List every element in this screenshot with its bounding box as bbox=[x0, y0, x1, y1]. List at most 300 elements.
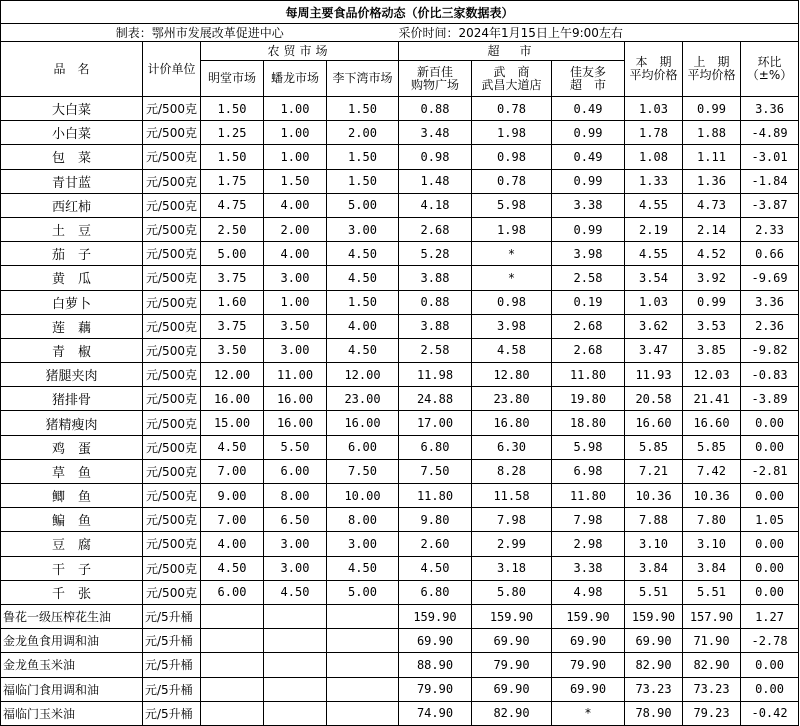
price-cell: 6.80 bbox=[399, 435, 472, 459]
price-cell: 3.00 bbox=[327, 217, 399, 241]
price-cell: 2.60 bbox=[399, 532, 472, 556]
table-row bbox=[1, 387, 799, 411]
price-cell: 2.14 bbox=[683, 217, 741, 241]
item-name: 大白菜 bbox=[1, 97, 143, 121]
price-cell: 2.68 bbox=[552, 338, 625, 362]
table-row bbox=[1, 121, 799, 145]
price-cell: 2.58 bbox=[552, 266, 625, 290]
price-cell bbox=[264, 629, 327, 653]
item-unit: 元/500克 bbox=[143, 338, 201, 362]
price-cell: 3.48 bbox=[399, 121, 472, 145]
price-cell: 1.98 bbox=[472, 121, 552, 145]
price-cell: -4.89 bbox=[741, 121, 799, 145]
price-cell: 3.88 bbox=[399, 314, 472, 338]
table-row bbox=[1, 484, 799, 508]
price-cell: 5.98 bbox=[552, 435, 625, 459]
item-unit: 元/5升桶 bbox=[143, 701, 201, 725]
table-row bbox=[1, 411, 799, 435]
price-cell: 2.50 bbox=[201, 217, 264, 241]
price-cell: 7.98 bbox=[552, 508, 625, 532]
price-cell: -9.69 bbox=[741, 266, 799, 290]
table-row bbox=[1, 314, 799, 338]
header-market-mingtang: 明堂市场 bbox=[201, 61, 264, 97]
price-cell: 0.00 bbox=[741, 435, 799, 459]
price-cell: 11.93 bbox=[625, 363, 683, 387]
table-row bbox=[1, 508, 799, 532]
item-name: 福临门食用调和油 bbox=[1, 677, 143, 701]
price-cell: 4.18 bbox=[399, 193, 472, 217]
item-name: 猪精瘦肉 bbox=[1, 411, 143, 435]
price-cell: 4.50 bbox=[327, 556, 399, 580]
price-cell: 4.75 bbox=[201, 193, 264, 217]
price-cell: 12.00 bbox=[201, 363, 264, 387]
price-cell: -0.83 bbox=[741, 363, 799, 387]
price-cell: 9.00 bbox=[201, 484, 264, 508]
price-cell: 4.50 bbox=[327, 266, 399, 290]
price-cell: 71.90 bbox=[683, 629, 741, 653]
item-unit: 元/500克 bbox=[143, 484, 201, 508]
table-row bbox=[1, 459, 799, 483]
table-row bbox=[1, 266, 799, 290]
item-unit: 元/500克 bbox=[143, 266, 201, 290]
price-cell: 69.90 bbox=[399, 629, 472, 653]
price-cell: 17.00 bbox=[399, 411, 472, 435]
table-row bbox=[1, 532, 799, 556]
item-unit: 元/500克 bbox=[143, 580, 201, 604]
price-cell: 69.90 bbox=[472, 629, 552, 653]
table-row bbox=[1, 217, 799, 241]
price-cell: 8.00 bbox=[264, 484, 327, 508]
price-cell: 4.00 bbox=[264, 193, 327, 217]
price-cell: 1.50 bbox=[201, 145, 264, 169]
header-market-group: 农贸市场 bbox=[201, 42, 399, 61]
table-row bbox=[1, 629, 799, 653]
price-cell: 7.50 bbox=[399, 459, 472, 483]
price-cell: 88.90 bbox=[399, 653, 472, 677]
item-unit: 元/500克 bbox=[143, 459, 201, 483]
price-cell bbox=[264, 701, 327, 725]
price-cell: 79.90 bbox=[399, 677, 472, 701]
item-name: 鲁花一级压榨花生油 bbox=[1, 604, 143, 628]
price-cell: 1.00 bbox=[264, 290, 327, 314]
price-cell: 7.00 bbox=[201, 459, 264, 483]
price-cell: 1.00 bbox=[264, 145, 327, 169]
price-cell: 82.90 bbox=[683, 653, 741, 677]
price-cell: 0.00 bbox=[741, 653, 799, 677]
price-cell: 3.36 bbox=[741, 290, 799, 314]
price-cell: 7.98 bbox=[472, 508, 552, 532]
price-cell: 1.60 bbox=[201, 290, 264, 314]
price-cell: 20.58 bbox=[625, 387, 683, 411]
price-cell: 6.80 bbox=[399, 580, 472, 604]
price-cell: 0.00 bbox=[741, 411, 799, 435]
price-cell: 6.50 bbox=[264, 508, 327, 532]
table-row bbox=[1, 242, 799, 266]
table-row bbox=[1, 604, 799, 628]
price-cell: 3.38 bbox=[552, 556, 625, 580]
price-cell: -3.87 bbox=[741, 193, 799, 217]
price-cell: 3.10 bbox=[625, 532, 683, 556]
item-name: 猪腿夹肉 bbox=[1, 363, 143, 387]
item-name: 豆 腐 bbox=[1, 532, 143, 556]
price-cell: 1.48 bbox=[399, 169, 472, 193]
header-previous-avg: 上 期 平均价格 bbox=[683, 42, 741, 97]
price-cell: 69.90 bbox=[472, 677, 552, 701]
item-unit: 元/500克 bbox=[143, 435, 201, 459]
item-unit: 元/500克 bbox=[143, 193, 201, 217]
price-cell: 6.30 bbox=[472, 435, 552, 459]
price-cell bbox=[327, 701, 399, 725]
price-cell: 2.00 bbox=[327, 121, 399, 145]
price-cell: 11.80 bbox=[552, 363, 625, 387]
price-cell: 1.00 bbox=[264, 121, 327, 145]
price-cell: 3.84 bbox=[625, 556, 683, 580]
price-cell: 8.28 bbox=[472, 459, 552, 483]
price-cell bbox=[327, 677, 399, 701]
item-unit: 元/500克 bbox=[143, 121, 201, 145]
price-cell: 7.88 bbox=[625, 508, 683, 532]
price-cell: 5.51 bbox=[683, 580, 741, 604]
item-name: 福临门玉米油 bbox=[1, 701, 143, 725]
price-cell: 10.36 bbox=[683, 484, 741, 508]
price-cell: 69.90 bbox=[552, 629, 625, 653]
item-unit: 元/500克 bbox=[143, 508, 201, 532]
price-cell: 24.88 bbox=[399, 387, 472, 411]
table-row bbox=[1, 580, 799, 604]
price-cell: 2.68 bbox=[399, 217, 472, 241]
price-cell: 5.85 bbox=[625, 435, 683, 459]
price-cell: 7.50 bbox=[327, 459, 399, 483]
price-cell: 3.00 bbox=[264, 556, 327, 580]
item-name: 小白菜 bbox=[1, 121, 143, 145]
price-cell: 73.23 bbox=[625, 677, 683, 701]
item-name: 草 鱼 bbox=[1, 459, 143, 483]
price-cell: 74.90 bbox=[399, 701, 472, 725]
price-cell: 4.52 bbox=[683, 242, 741, 266]
price-cell: 4.00 bbox=[264, 242, 327, 266]
price-cell: 6.00 bbox=[201, 580, 264, 604]
price-cell: 3.85 bbox=[683, 338, 741, 362]
price-cell: 1.78 bbox=[625, 121, 683, 145]
price-cell: 3.18 bbox=[472, 556, 552, 580]
price-cell: 2.99 bbox=[472, 532, 552, 556]
price-cell: 16.00 bbox=[264, 387, 327, 411]
price-cell: 3.62 bbox=[625, 314, 683, 338]
price-cell: 3.53 bbox=[683, 314, 741, 338]
table-row bbox=[1, 193, 799, 217]
price-cell: 16.00 bbox=[327, 411, 399, 435]
table-row bbox=[1, 363, 799, 387]
price-cell: 12.80 bbox=[472, 363, 552, 387]
price-cell: -1.84 bbox=[741, 169, 799, 193]
header-super-group: 超 市 bbox=[399, 42, 625, 61]
price-cell: 4.73 bbox=[683, 193, 741, 217]
price-cell: 157.90 bbox=[683, 604, 741, 628]
price-cell: 11.58 bbox=[472, 484, 552, 508]
table-row bbox=[1, 145, 799, 169]
item-name: 金龙鱼食用调和油 bbox=[1, 629, 143, 653]
price-cell: 7.80 bbox=[683, 508, 741, 532]
price-cell: 3.00 bbox=[264, 532, 327, 556]
price-cell bbox=[327, 629, 399, 653]
price-cell: 3.50 bbox=[264, 314, 327, 338]
price-cell: 6.00 bbox=[264, 459, 327, 483]
price-cell: 0.98 bbox=[472, 290, 552, 314]
price-cell: 3.84 bbox=[683, 556, 741, 580]
price-cell: 5.50 bbox=[264, 435, 327, 459]
price-cell: 79.90 bbox=[472, 653, 552, 677]
item-unit: 元/500克 bbox=[143, 532, 201, 556]
price-cell: 3.00 bbox=[327, 532, 399, 556]
price-cell: 3.98 bbox=[552, 242, 625, 266]
price-cell: -3.01 bbox=[741, 145, 799, 169]
price-cell: 159.90 bbox=[552, 604, 625, 628]
price-cell: 1.98 bbox=[472, 217, 552, 241]
table-row bbox=[1, 653, 799, 677]
price-cell: 0.99 bbox=[683, 97, 741, 121]
price-cell: 16.60 bbox=[683, 411, 741, 435]
price-cell bbox=[201, 604, 264, 628]
price-cell: 23.80 bbox=[472, 387, 552, 411]
header-market-panlong: 蟠龙市场 bbox=[264, 61, 327, 97]
price-cell: 6.98 bbox=[552, 459, 625, 483]
price-cell: * bbox=[472, 242, 552, 266]
price-cell: 82.90 bbox=[625, 653, 683, 677]
price-cell: 0.99 bbox=[552, 217, 625, 241]
price-cell: 79.90 bbox=[552, 653, 625, 677]
price-cell: 1.75 bbox=[201, 169, 264, 193]
item-name: 莲 藕 bbox=[1, 314, 143, 338]
price-cell: 159.90 bbox=[399, 604, 472, 628]
header-super-wushang: 武 商 武昌大道店 bbox=[472, 61, 552, 97]
price-cell: 6.00 bbox=[327, 435, 399, 459]
price-cell: 1.50 bbox=[327, 145, 399, 169]
price-cell: 16.80 bbox=[472, 411, 552, 435]
price-cell: 0.78 bbox=[472, 97, 552, 121]
price-cell bbox=[201, 653, 264, 677]
price-cell: 11.80 bbox=[552, 484, 625, 508]
price-cell: 1.50 bbox=[201, 97, 264, 121]
item-name: 白萝卜 bbox=[1, 290, 143, 314]
price-cell: -3.89 bbox=[741, 387, 799, 411]
price-cell: 7.21 bbox=[625, 459, 683, 483]
price-cell: 0.00 bbox=[741, 484, 799, 508]
price-cell: 1.50 bbox=[327, 97, 399, 121]
price-cell: 0.88 bbox=[399, 290, 472, 314]
price-cell: 5.00 bbox=[327, 580, 399, 604]
item-unit: 元/500克 bbox=[143, 387, 201, 411]
price-cell: * bbox=[472, 266, 552, 290]
price-cell: 2.68 bbox=[552, 314, 625, 338]
price-cell: 4.58 bbox=[472, 338, 552, 362]
item-name: 金龙鱼玉米油 bbox=[1, 653, 143, 677]
header-super-jiayouduo: 佳友多 超 市 bbox=[552, 61, 625, 97]
price-cell: 5.85 bbox=[683, 435, 741, 459]
price-cell: -9.82 bbox=[741, 338, 799, 362]
price-cell bbox=[327, 653, 399, 677]
price-cell: 1.50 bbox=[327, 290, 399, 314]
price-cell: 11.00 bbox=[264, 363, 327, 387]
table-row bbox=[1, 290, 799, 314]
item-name: 茄 子 bbox=[1, 242, 143, 266]
price-cell: -0.42 bbox=[741, 701, 799, 725]
price-cell: 12.00 bbox=[327, 363, 399, 387]
price-cell: 82.90 bbox=[472, 701, 552, 725]
item-name: 鳊 鱼 bbox=[1, 508, 143, 532]
price-cell: 4.50 bbox=[399, 556, 472, 580]
price-cell: 0.00 bbox=[741, 580, 799, 604]
item-unit: 元/5升桶 bbox=[143, 604, 201, 628]
table-row bbox=[1, 701, 799, 725]
price-cell: 4.50 bbox=[201, 556, 264, 580]
price-cell: 73.23 bbox=[683, 677, 741, 701]
price-cell: 8.00 bbox=[327, 508, 399, 532]
table-row bbox=[1, 677, 799, 701]
price-cell: 0.99 bbox=[552, 121, 625, 145]
price-cell bbox=[264, 653, 327, 677]
item-name: 千 张 bbox=[1, 580, 143, 604]
price-cell: 9.80 bbox=[399, 508, 472, 532]
price-cell: 16.00 bbox=[201, 387, 264, 411]
price-cell: -2.78 bbox=[741, 629, 799, 653]
price-cell: 1.03 bbox=[625, 97, 683, 121]
price-cell: 4.55 bbox=[625, 242, 683, 266]
price-cell: 16.60 bbox=[625, 411, 683, 435]
header-market-lixiawan: 李下湾市场 bbox=[327, 61, 399, 97]
collection-time: 采价时间：2024年1月15日上午9:00左右 bbox=[399, 24, 799, 42]
table-row bbox=[1, 338, 799, 362]
price-cell: 1.50 bbox=[327, 169, 399, 193]
price-cell: 69.90 bbox=[625, 629, 683, 653]
price-cell: 3.92 bbox=[683, 266, 741, 290]
price-cell: 0.78 bbox=[472, 169, 552, 193]
price-cell: 1.00 bbox=[264, 97, 327, 121]
price-cell bbox=[201, 629, 264, 653]
table-row bbox=[1, 97, 799, 121]
price-cell: 3.75 bbox=[201, 266, 264, 290]
item-unit: 元/500克 bbox=[143, 169, 201, 193]
price-cell: 159.90 bbox=[625, 604, 683, 628]
price-cell: 10.36 bbox=[625, 484, 683, 508]
price-cell: 11.98 bbox=[399, 363, 472, 387]
price-cell: 3.00 bbox=[264, 338, 327, 362]
price-cell: 4.50 bbox=[327, 338, 399, 362]
price-cell bbox=[201, 677, 264, 701]
price-cell: 3.36 bbox=[741, 97, 799, 121]
price-cell: 3.54 bbox=[625, 266, 683, 290]
price-cell: 19.80 bbox=[552, 387, 625, 411]
item-unit: 元/500克 bbox=[143, 314, 201, 338]
header-item: 品 名 bbox=[1, 42, 143, 97]
price-cell bbox=[201, 701, 264, 725]
price-cell: * bbox=[552, 701, 625, 725]
price-cell: 4.55 bbox=[625, 193, 683, 217]
price-cell: 4.50 bbox=[201, 435, 264, 459]
item-unit: 元/500克 bbox=[143, 242, 201, 266]
table-row bbox=[1, 169, 799, 193]
table-row bbox=[1, 556, 799, 580]
price-cell: 23.00 bbox=[327, 387, 399, 411]
item-name: 鲫 鱼 bbox=[1, 484, 143, 508]
price-cell: 2.19 bbox=[625, 217, 683, 241]
price-cell: 0.00 bbox=[741, 677, 799, 701]
price-cell: 4.50 bbox=[327, 242, 399, 266]
price-cell: 5.28 bbox=[399, 242, 472, 266]
table-title: 每周主要食品价格动态（价比三家数据表） bbox=[1, 1, 799, 24]
price-cell: 69.90 bbox=[552, 677, 625, 701]
price-cell: 5.51 bbox=[625, 580, 683, 604]
price-cell: 3.75 bbox=[201, 314, 264, 338]
item-name: 西红柿 bbox=[1, 193, 143, 217]
price-cell: 10.00 bbox=[327, 484, 399, 508]
price-cell: 1.08 bbox=[625, 145, 683, 169]
price-cell: 0.66 bbox=[741, 242, 799, 266]
price-cell: 3.47 bbox=[625, 338, 683, 362]
item-unit: 元/5升桶 bbox=[143, 629, 201, 653]
item-name: 包 菜 bbox=[1, 145, 143, 169]
price-cell: 0.49 bbox=[552, 97, 625, 121]
price-cell: 3.38 bbox=[552, 193, 625, 217]
item-unit: 元/5升桶 bbox=[143, 653, 201, 677]
price-cell: 4.98 bbox=[552, 580, 625, 604]
header-super-xinbaijia: 新百佳 购物广场 bbox=[399, 61, 472, 97]
item-unit: 元/500克 bbox=[143, 217, 201, 241]
price-cell: 1.50 bbox=[264, 169, 327, 193]
header-current-avg: 本 期 平均价格 bbox=[625, 42, 683, 97]
price-cell: 3.98 bbox=[472, 314, 552, 338]
price-cell: 1.27 bbox=[741, 604, 799, 628]
item-name: 土 豆 bbox=[1, 217, 143, 241]
price-cell: 5.00 bbox=[201, 242, 264, 266]
item-name: 猪排骨 bbox=[1, 387, 143, 411]
price-cell: 1.25 bbox=[201, 121, 264, 145]
price-cell: 4.00 bbox=[201, 532, 264, 556]
price-cell: 0.99 bbox=[683, 290, 741, 314]
header-change: 环比 （±%） bbox=[741, 42, 799, 97]
price-cell: 0.88 bbox=[399, 97, 472, 121]
price-cell: 1.05 bbox=[741, 508, 799, 532]
price-cell: 2.98 bbox=[552, 532, 625, 556]
item-name: 干 子 bbox=[1, 556, 143, 580]
price-cell: 3.50 bbox=[201, 338, 264, 362]
header-unit: 计价单位 bbox=[143, 42, 201, 97]
price-cell: 3.10 bbox=[683, 532, 741, 556]
item-name: 鸡 蛋 bbox=[1, 435, 143, 459]
price-cell bbox=[264, 604, 327, 628]
price-cell: 78.90 bbox=[625, 701, 683, 725]
price-cell: 1.11 bbox=[683, 145, 741, 169]
price-cell: 4.50 bbox=[264, 580, 327, 604]
item-unit: 元/500克 bbox=[143, 97, 201, 121]
table-row bbox=[1, 435, 799, 459]
price-cell: 2.36 bbox=[741, 314, 799, 338]
price-cell: 15.00 bbox=[201, 411, 264, 435]
price-cell bbox=[264, 677, 327, 701]
price-cell: 3.88 bbox=[399, 266, 472, 290]
price-cell: 5.00 bbox=[327, 193, 399, 217]
producer-note: 制表：鄂州市发展改革促进中心 bbox=[1, 24, 399, 42]
price-cell: 5.80 bbox=[472, 580, 552, 604]
price-cell: 12.03 bbox=[683, 363, 741, 387]
price-cell: 0.98 bbox=[472, 145, 552, 169]
item-unit: 元/500克 bbox=[143, 556, 201, 580]
item-unit: 元/5升桶 bbox=[143, 677, 201, 701]
price-cell: 0.00 bbox=[741, 532, 799, 556]
price-cell bbox=[327, 604, 399, 628]
price-cell: 18.80 bbox=[552, 411, 625, 435]
price-cell: 0.98 bbox=[399, 145, 472, 169]
item-name: 青 椒 bbox=[1, 338, 143, 362]
